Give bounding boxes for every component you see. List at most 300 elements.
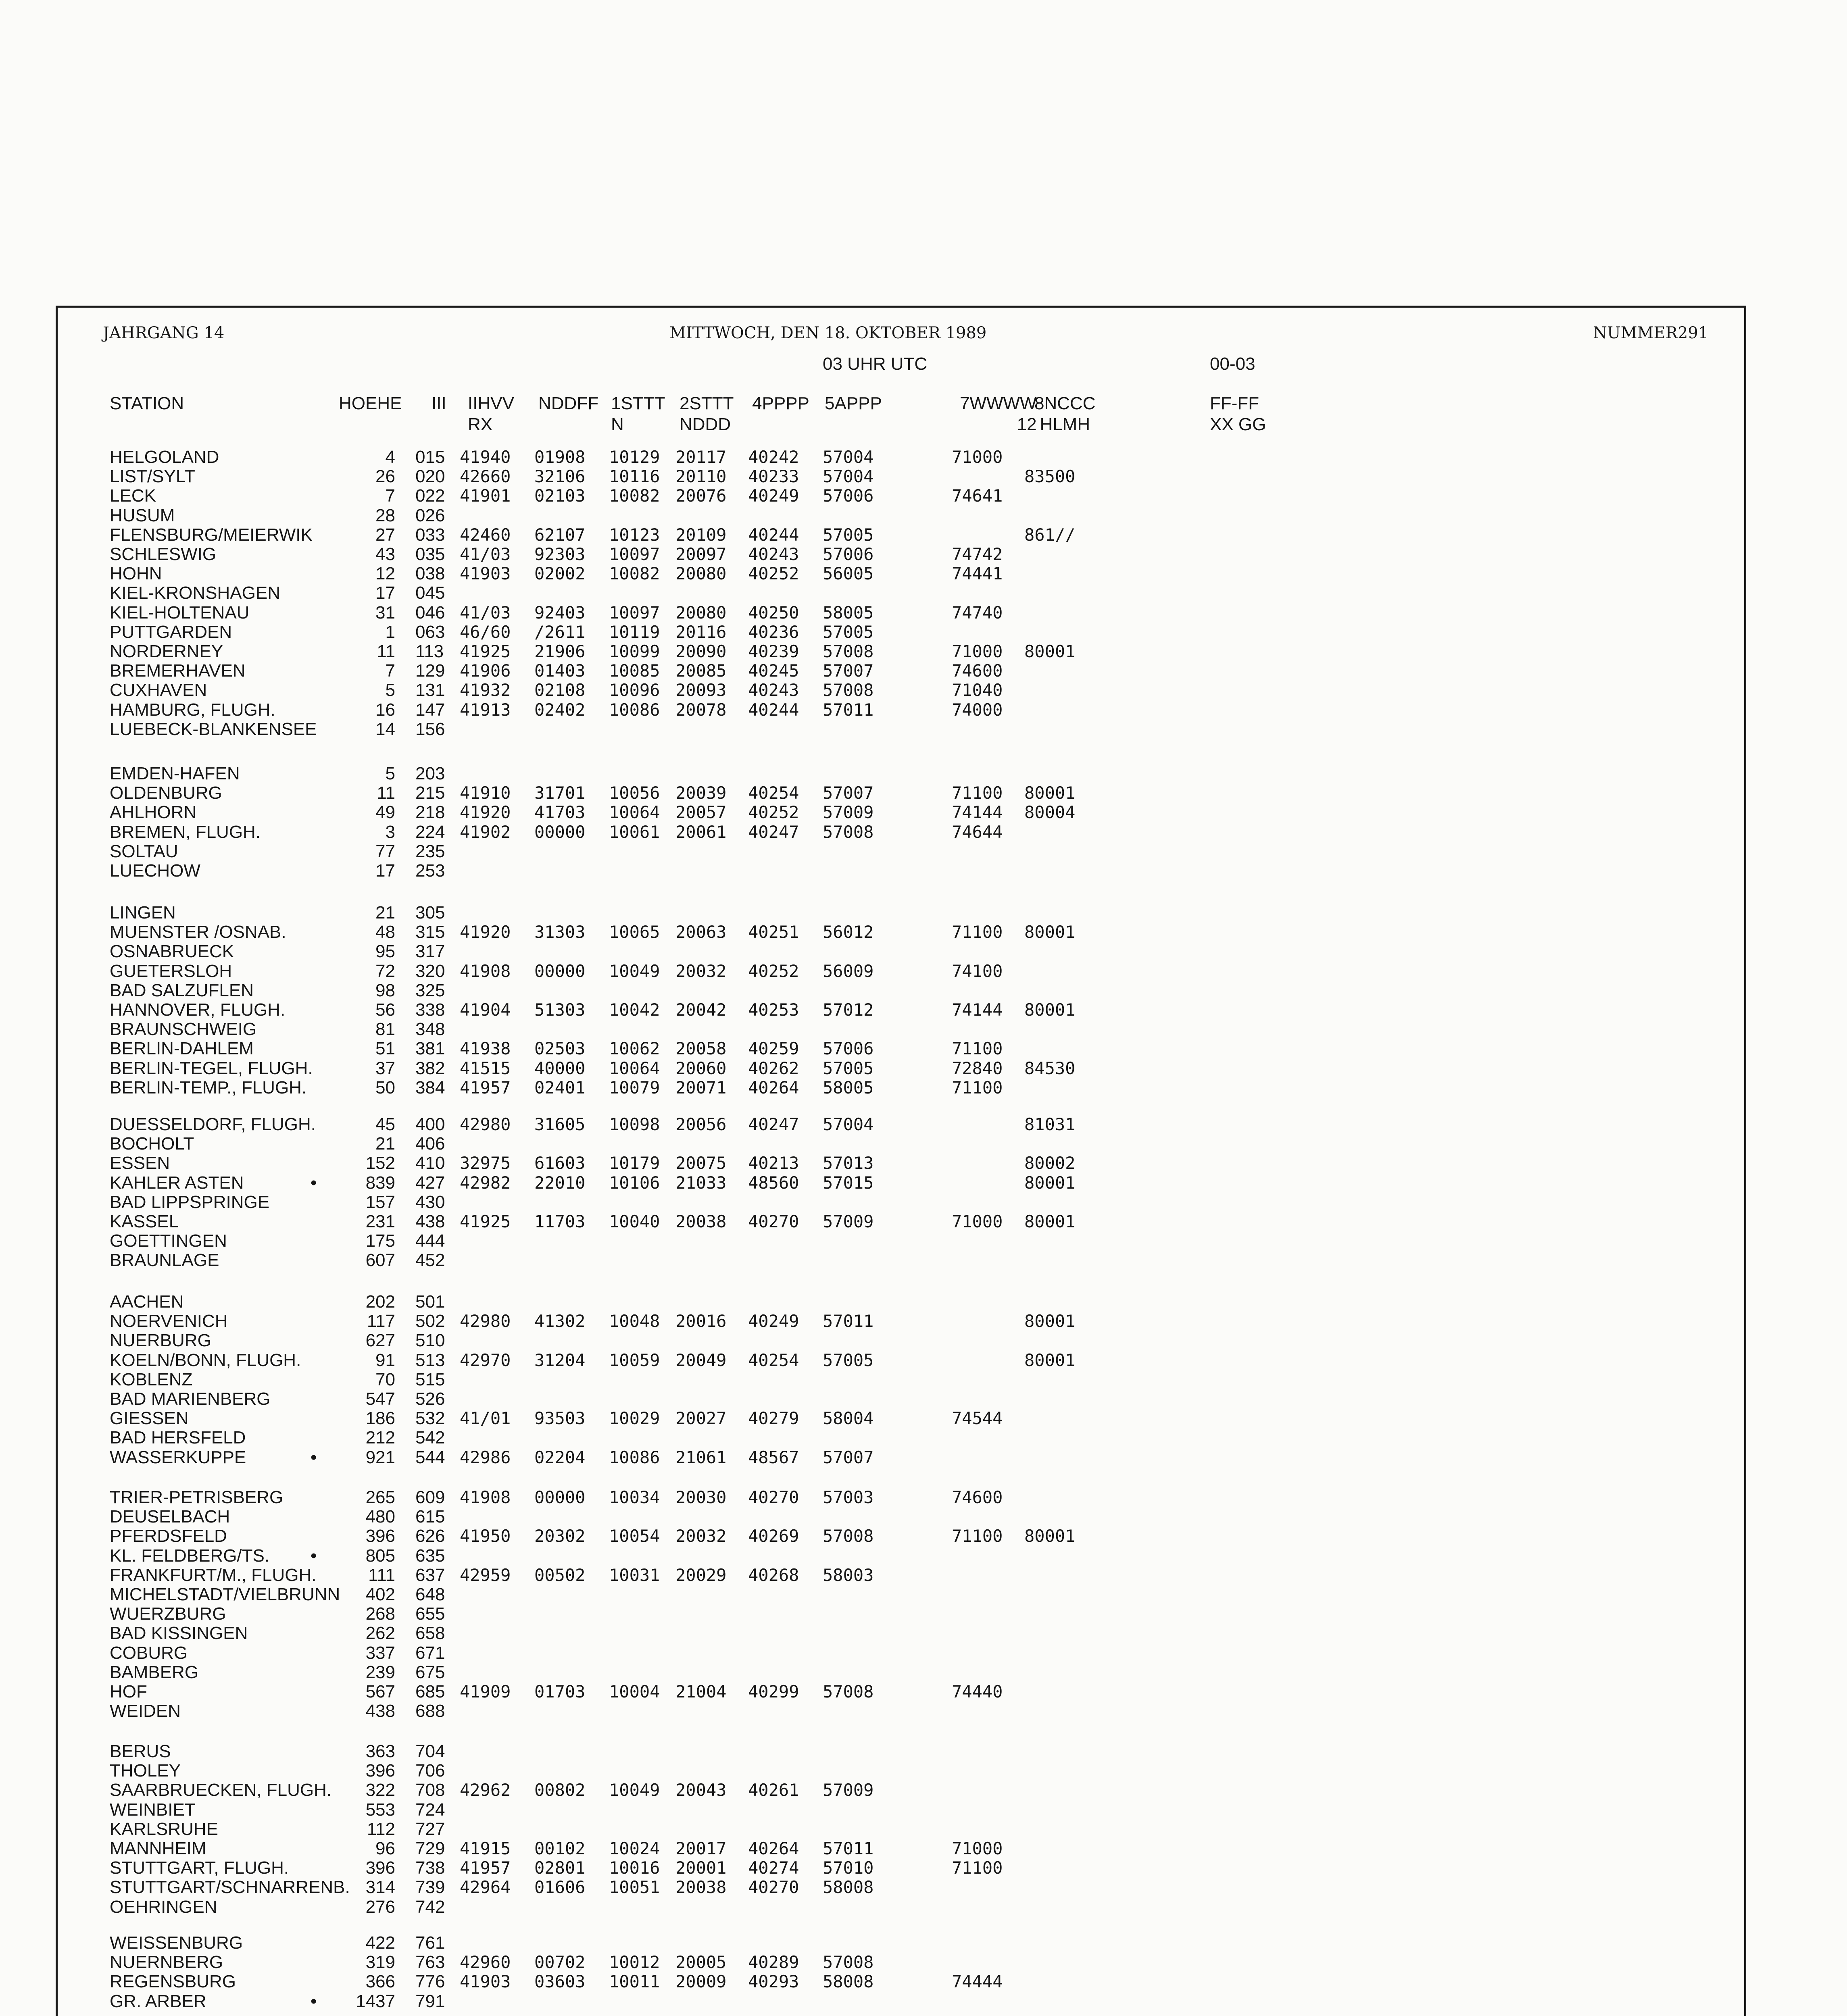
mountain-marker: • <box>311 1545 317 1566</box>
group-5appp: 57009 <box>823 1780 874 1800</box>
group-2sttt: 20038 <box>675 1212 727 1231</box>
station-name: REGENSBURG <box>110 1972 236 1992</box>
station-block-number: 020 <box>415 467 445 487</box>
station-row <box>0 1800 1847 1820</box>
station-row <box>0 1507 1847 1527</box>
group-4pppp: 40236 <box>748 622 799 642</box>
group-4pppp: 40213 <box>748 1153 799 1173</box>
station-row <box>0 1897 1847 1917</box>
station-row <box>0 1173 1847 1193</box>
station-block-number: 400 <box>415 1114 445 1134</box>
group-2sttt: 20078 <box>675 700 727 720</box>
group-5appp: 57006 <box>823 1039 874 1059</box>
station-row <box>0 525 1847 545</box>
station-row <box>0 564 1847 583</box>
station-row <box>0 1702 1847 1721</box>
station-row <box>0 1193 1847 1212</box>
group-nddff: 02503 <box>534 1039 586 1059</box>
station-row <box>0 842 1847 861</box>
group-nddff: 02002 <box>534 564 586 584</box>
group-4pppp: 40242 <box>748 447 799 467</box>
group-nddff: 21906 <box>534 641 586 661</box>
group-iihvv: 41913 <box>460 700 511 720</box>
group-nddff: 01703 <box>534 1682 586 1702</box>
station-block-number: 655 <box>415 1604 445 1624</box>
group-4pppp: 40289 <box>748 1952 799 1972</box>
mountain-marker: • <box>311 1173 317 1193</box>
station-block-number: 727 <box>415 1819 445 1839</box>
station-block-number: 218 <box>415 802 445 823</box>
station-name: KAHLER ASTEN <box>110 1173 244 1193</box>
group-1sttt: 10062 <box>609 1039 660 1059</box>
group-5appp: 57011 <box>823 1311 874 1331</box>
group-iihvv: 42660 <box>460 467 511 487</box>
station-name: SCHLESWIG <box>110 544 217 564</box>
group-1sttt: 10082 <box>609 564 660 584</box>
group-5appp: 57011 <box>823 1839 874 1858</box>
station-height: 17 <box>375 583 395 603</box>
station-row <box>0 1878 1847 1897</box>
group-2sttt: 20057 <box>675 802 727 823</box>
station-row <box>0 1839 1847 1858</box>
station-block-number: 348 <box>415 1019 445 1039</box>
group-5appp: 57013 <box>823 1153 874 1173</box>
station-name: WASSERKUPPE <box>110 1447 246 1467</box>
station-name: KL. FELDBERG/TS. <box>110 1545 270 1566</box>
col-5appp: 5APPP <box>825 394 882 413</box>
group-5appp: 57008 <box>823 1526 874 1546</box>
station-name: LUECHOW <box>110 861 200 881</box>
station-height: 186 <box>365 1408 395 1429</box>
station-row <box>0 1231 1847 1251</box>
group-2sttt: 20080 <box>675 602 727 623</box>
station-height: 111 <box>368 1565 395 1585</box>
station-height: 567 <box>365 1682 395 1702</box>
col-hoehe: HOEHE <box>339 394 402 413</box>
col-7wwww: 7WWWW 12 <box>960 394 1037 434</box>
station-block-number: 033 <box>415 525 445 545</box>
group-5appp: 57007 <box>823 783 874 803</box>
group-2sttt: 20032 <box>675 961 727 981</box>
group-4pppp: 40268 <box>748 1565 799 1585</box>
col-block: III <box>432 394 446 413</box>
station-block-number: 637 <box>415 1565 445 1585</box>
group-1sttt: 10099 <box>609 641 660 661</box>
group-2sttt: 20030 <box>675 1487 727 1507</box>
station-name: WEISSENBURG <box>110 1933 243 1953</box>
station-height: 17 <box>375 861 395 881</box>
station-name: MUENSTER /OSNAB. <box>110 922 286 942</box>
group-4pppp: 40261 <box>748 1780 799 1800</box>
group-1sttt: 10011 <box>609 1972 660 1992</box>
station-height: 21 <box>375 1134 395 1154</box>
group-iihvv: 41908 <box>460 961 511 981</box>
station-name: ESSEN <box>110 1153 170 1173</box>
group-iihvv: 41909 <box>460 1682 511 1702</box>
group-2sttt: 20056 <box>675 1114 727 1134</box>
group-iihvv: 41515 <box>460 1058 511 1078</box>
station-row <box>0 1682 1847 1702</box>
group-4pppp: 40270 <box>748 1212 799 1231</box>
group-7wwww: 72840 <box>952 1058 1003 1078</box>
station-row <box>0 1820 1847 1839</box>
group-nddff: 00102 <box>534 1839 586 1858</box>
group-1sttt: 10106 <box>609 1173 660 1193</box>
station-block-number: 708 <box>415 1780 445 1800</box>
station-block-number: 156 <box>415 719 445 739</box>
group-4pppp: 48567 <box>748 1447 799 1467</box>
group-5appp: 57007 <box>823 1447 874 1467</box>
group-iihvv: 42982 <box>460 1173 511 1193</box>
group-2sttt: 20032 <box>675 1526 727 1546</box>
group-4pppp: 40254 <box>748 783 799 803</box>
group-5appp: 57005 <box>823 1058 874 1078</box>
group-2sttt: 20017 <box>675 1839 727 1858</box>
col-nddff: NDDFF <box>538 394 599 413</box>
station-block-number: 729 <box>415 1839 445 1858</box>
station-name: WUERZBURG <box>110 1604 226 1624</box>
group-7wwww: 71000 <box>952 447 1003 467</box>
station-height: 112 <box>367 1819 395 1839</box>
mountain-marker: • <box>311 1447 317 1467</box>
station-block-number: 315 <box>415 922 445 942</box>
group-4pppp: 40262 <box>748 1058 799 1078</box>
group-7wwww: 74100 <box>952 961 1003 981</box>
group-8nccc: 81031 <box>1024 1114 1076 1134</box>
group-8nccc: 80001 <box>1024 1350 1076 1370</box>
group-2sttt: 20075 <box>675 1153 727 1173</box>
mountain-marker: • <box>311 1991 317 2011</box>
station-row <box>0 764 1847 783</box>
station-block-number: 452 <box>415 1250 445 1270</box>
station-block-number: 131 <box>415 680 445 700</box>
station-name: BRAUNLAGE <box>110 1250 219 1270</box>
station-block-number: 203 <box>415 764 445 783</box>
station-block-number: 038 <box>415 564 445 584</box>
station-block-number: 671 <box>415 1643 445 1663</box>
group-7wwww: 74441 <box>952 564 1003 584</box>
station-height: 28 <box>375 505 395 525</box>
group-nddff: /2611 <box>534 622 586 642</box>
group-nddff: 11703 <box>534 1212 586 1231</box>
group-5appp: 58008 <box>823 1877 874 1897</box>
group-nddff: 41703 <box>534 802 586 823</box>
station-row <box>0 1566 1847 1585</box>
group-nddff: 00702 <box>534 1952 586 1972</box>
station-name: FRANKFURT/M., FLUGH. <box>110 1565 317 1585</box>
station-height: 607 <box>365 1250 395 1270</box>
group-7wwww: 71100 <box>952 1858 1003 1878</box>
group-5appp: 57003 <box>823 1487 874 1507</box>
group-1sttt: 10082 <box>609 486 660 506</box>
station-block-number: 510 <box>415 1331 445 1351</box>
station-row <box>0 681 1847 700</box>
group-4pppp: 40274 <box>748 1858 799 1878</box>
group-5appp: 56009 <box>823 961 874 981</box>
group-4pppp: 40247 <box>748 822 799 842</box>
group-5appp: 57008 <box>823 1682 874 1702</box>
station-block-number: 515 <box>415 1369 445 1389</box>
station-name: DUESSELDORF, FLUGH. <box>110 1114 316 1134</box>
station-row <box>0 1389 1847 1409</box>
station-height: 12 <box>375 564 395 584</box>
group-4pppp: 40250 <box>748 602 799 623</box>
station-name: NUERBURG <box>110 1331 211 1351</box>
station-block-number: 738 <box>415 1858 445 1878</box>
group-nddff: 00000 <box>534 961 586 981</box>
group-5appp: 57010 <box>823 1858 874 1878</box>
station-height: 805 <box>365 1545 395 1566</box>
station-row <box>0 1448 1847 1467</box>
group-iihvv: 41/01 <box>460 1408 511 1429</box>
group-2sttt: 20117 <box>675 447 727 467</box>
group-7wwww: 74740 <box>952 602 1003 623</box>
group-iihvv: 42959 <box>460 1565 511 1585</box>
station-block-number: 791 <box>415 1991 445 2011</box>
station-name: NOERVENICH <box>110 1311 228 1331</box>
group-5appp: 58005 <box>823 1077 874 1098</box>
station-name: MICHELSTADT/VIELBRUNN <box>110 1585 340 1604</box>
station-height: 43 <box>375 544 395 564</box>
station-name: BERLIN-DAHLEM <box>110 1039 254 1059</box>
station-height: 921 <box>365 1447 395 1467</box>
group-iihvv: 41903 <box>460 1972 511 1992</box>
group-2sttt: 20043 <box>675 1780 727 1800</box>
group-7wwww: 71000 <box>952 1212 1003 1231</box>
group-iihvv: 41925 <box>460 1212 511 1231</box>
station-name: HUSUM <box>110 505 175 525</box>
station-row <box>0 903 1847 923</box>
group-nddff: 51303 <box>534 1000 586 1020</box>
group-5appp: 56012 <box>823 922 874 942</box>
station-height: 422 <box>365 1933 395 1953</box>
station-height: 16 <box>375 700 395 720</box>
station-block-number: 338 <box>415 1000 445 1020</box>
station-row <box>0 1546 1847 1566</box>
group-4pppp: 40249 <box>748 486 799 506</box>
station-row <box>0 545 1847 564</box>
station-height: 27 <box>375 525 395 545</box>
group-iihvv: 41/03 <box>460 602 511 623</box>
station-block-number: 626 <box>415 1526 445 1546</box>
station-height: 322 <box>365 1780 395 1800</box>
group-5appp: 57005 <box>823 1350 874 1370</box>
station-height: 262 <box>365 1623 395 1643</box>
station-row <box>0 981 1847 1000</box>
group-4pppp: 40264 <box>748 1839 799 1858</box>
station-height: 276 <box>365 1897 395 1917</box>
station-row <box>0 1154 1847 1173</box>
group-5appp: 57008 <box>823 1952 874 1972</box>
station-name: HOHN <box>110 564 162 584</box>
group-8nccc: 80001 <box>1024 1173 1076 1193</box>
station-block-number: 147 <box>415 700 445 720</box>
station-name: BERLIN-TEMP., FLUGH. <box>110 1077 307 1098</box>
group-5appp: 57004 <box>823 1114 874 1134</box>
group-2sttt: 20116 <box>675 622 727 642</box>
group-2sttt: 20110 <box>675 467 727 487</box>
station-block-number: 253 <box>415 861 445 881</box>
group-1sttt: 10086 <box>609 700 660 720</box>
station-row <box>0 1992 1847 2011</box>
station-height: 95 <box>375 941 395 962</box>
group-iihvv: 41902 <box>460 822 511 842</box>
group-2sttt: 20009 <box>675 1972 727 1992</box>
station-height: 363 <box>365 1741 395 1761</box>
group-1sttt: 10086 <box>609 1447 660 1467</box>
station-height: 98 <box>375 980 395 1000</box>
group-iihvv: 42970 <box>460 1350 511 1370</box>
station-row <box>0 1059 1847 1078</box>
station-row <box>0 642 1847 661</box>
station-height: 627 <box>365 1331 395 1351</box>
group-8nccc: 80001 <box>1024 1311 1076 1331</box>
station-block-number: 235 <box>415 841 445 861</box>
station-height: 1 <box>385 622 395 642</box>
station-height: 396 <box>365 1858 395 1878</box>
group-5appp: 57005 <box>823 622 874 642</box>
station-name: NUERNBERG <box>110 1952 223 1972</box>
issue-number: NUMMER291 <box>1593 324 1709 342</box>
station-height: 319 <box>365 1952 395 1972</box>
station-name: FLENSBURG/MEIERWIK <box>110 525 313 545</box>
observation-time: 03 UHR UTC <box>823 354 928 374</box>
station-name: GOETTINGEN <box>110 1231 227 1251</box>
station-height: 202 <box>365 1292 395 1312</box>
group-1sttt: 10016 <box>609 1858 660 1878</box>
group-8nccc: 83500 <box>1024 467 1076 487</box>
station-name: BAMBERG <box>110 1662 199 1682</box>
group-4pppp: 40293 <box>748 1972 799 1992</box>
group-2sttt: 20085 <box>675 661 727 681</box>
group-8nccc: 80001 <box>1024 1212 1076 1231</box>
group-iihvv: 41908 <box>460 1487 511 1507</box>
group-7wwww: 71000 <box>952 1839 1003 1858</box>
group-4pppp: 40279 <box>748 1408 799 1429</box>
group-iihvv: 46/60 <box>460 622 511 642</box>
group-4pppp: 40233 <box>748 467 799 487</box>
group-1sttt: 10029 <box>609 1408 660 1429</box>
station-height: 7 <box>385 486 395 506</box>
station-row <box>0 1761 1847 1781</box>
group-nddff: 22010 <box>534 1173 586 1193</box>
station-name: LECK <box>110 486 156 506</box>
station-height: 5 <box>385 680 395 700</box>
group-7wwww: 74644 <box>952 822 1003 842</box>
group-1sttt: 10051 <box>609 1877 660 1897</box>
group-nddff: 02204 <box>534 1447 586 1467</box>
group-7wwww: 74440 <box>952 1682 1003 1702</box>
group-5appp: 58005 <box>823 602 874 623</box>
group-1sttt: 10116 <box>609 467 660 487</box>
group-5appp: 57009 <box>823 1212 874 1231</box>
group-2sttt: 20016 <box>675 1311 727 1331</box>
station-height: 4 <box>385 447 395 467</box>
group-1sttt: 10129 <box>609 447 660 467</box>
station-row <box>0 1624 1847 1643</box>
station-block-number: 406 <box>415 1134 445 1154</box>
group-iihvv: 41901 <box>460 486 511 506</box>
station-name: HOF <box>110 1682 147 1702</box>
group-7wwww: 71040 <box>952 680 1003 700</box>
group-2sttt: 20005 <box>675 1952 727 1972</box>
station-height: 337 <box>365 1643 395 1663</box>
station-height: 77 <box>375 841 395 861</box>
station-row <box>0 1292 1847 1312</box>
group-5appp: 58004 <box>823 1408 874 1429</box>
station-row <box>0 1331 1847 1350</box>
station-name: KASSEL <box>110 1212 179 1231</box>
group-nddff: 01403 <box>534 661 586 681</box>
station-row <box>0 823 1847 842</box>
group-1sttt: 10034 <box>609 1487 660 1507</box>
station-row <box>0 1781 1847 1800</box>
station-name: STUTTGART, FLUGH. <box>110 1858 289 1878</box>
group-5appp: 57008 <box>823 641 874 661</box>
station-row <box>0 623 1847 642</box>
group-nddff: 02402 <box>534 700 586 720</box>
group-8nccc: 80002 <box>1024 1153 1076 1173</box>
group-5appp: 57007 <box>823 661 874 681</box>
station-height: 7 <box>385 661 395 681</box>
station-row <box>0 720 1847 739</box>
group-4pppp: 40244 <box>748 700 799 720</box>
group-iihvv: 41920 <box>460 922 511 942</box>
station-name: PFERDSFELD <box>110 1526 227 1546</box>
station-block-number: 502 <box>415 1311 445 1331</box>
station-name: WEIDEN <box>110 1701 181 1721</box>
station-name: BOCHOLT <box>110 1134 194 1154</box>
station-block-number: 381 <box>415 1039 445 1059</box>
station-row <box>0 1020 1847 1039</box>
group-4pppp: 40270 <box>748 1487 799 1507</box>
station-block-number: 615 <box>415 1507 445 1527</box>
station-name: HAMBURG, FLUGH. <box>110 700 275 720</box>
station-block-number: 325 <box>415 980 445 1000</box>
group-2sttt: 20076 <box>675 486 727 506</box>
station-height: 50 <box>375 1077 395 1098</box>
station-row <box>0 700 1847 720</box>
group-4pppp: 40253 <box>748 1000 799 1020</box>
group-2sttt: 20029 <box>675 1565 727 1585</box>
station-name: WEINBIET <box>110 1799 196 1820</box>
station-height: 11 <box>377 641 395 661</box>
group-2sttt: 21033 <box>675 1173 727 1193</box>
station-row <box>0 923 1847 942</box>
station-row <box>0 661 1847 681</box>
group-1sttt: 10054 <box>609 1526 660 1546</box>
station-name: PUTTGARDEN <box>110 622 232 642</box>
group-7wwww: 74144 <box>952 1000 1003 1020</box>
group-1sttt: 10064 <box>609 1058 660 1078</box>
station-row <box>0 962 1847 981</box>
station-block-number: 438 <box>415 1212 445 1231</box>
group-iihvv: 41910 <box>460 783 511 803</box>
group-4pppp: 40239 <box>748 641 799 661</box>
group-iihvv: 41932 <box>460 680 511 700</box>
group-iihvv: 42964 <box>460 1877 511 1897</box>
group-1sttt: 10061 <box>609 822 660 842</box>
station-name: BAD KISSINGEN <box>110 1623 248 1643</box>
group-iihvv: 42980 <box>460 1114 511 1134</box>
station-block-number: 724 <box>415 1799 445 1820</box>
station-height: 49 <box>375 802 395 823</box>
group-4pppp: 40245 <box>748 661 799 681</box>
station-block-number: 542 <box>415 1428 445 1448</box>
group-1sttt: 10042 <box>609 1000 660 1020</box>
group-nddff: 31605 <box>534 1114 586 1134</box>
group-iihvv: 41925 <box>460 641 511 661</box>
